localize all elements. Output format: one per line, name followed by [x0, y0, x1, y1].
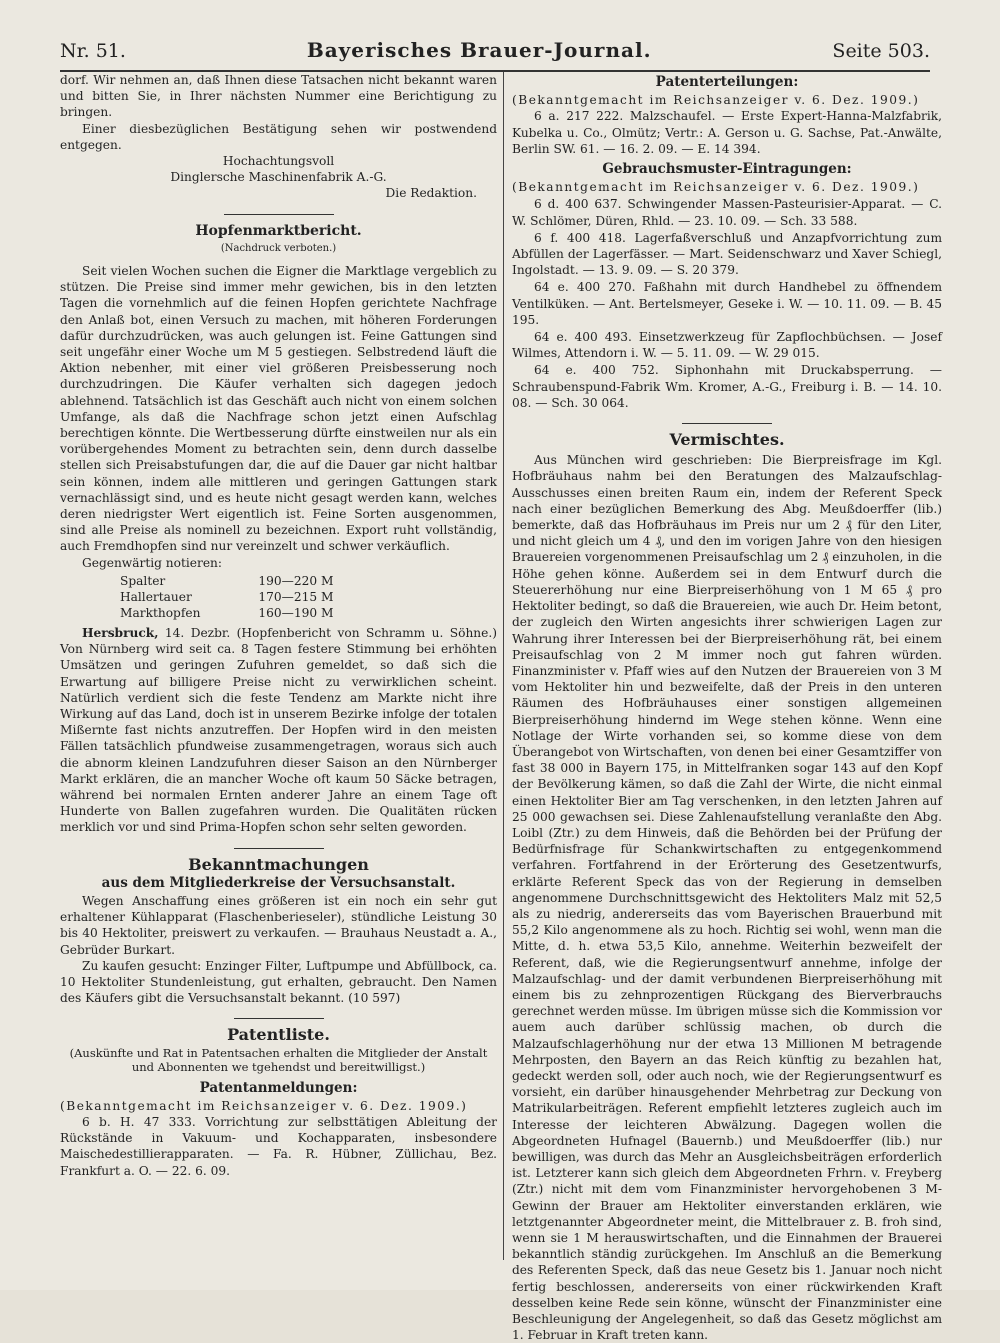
hopfen-body: Seit vielen Wochen suchen die Eigner die Marktlage vergeblich zu stützen. Die Preise sind immer mehr gewichen, bis in den letzten Tagen die vornehmlich auf die feinen Hopfen gerichtete Nachfrage den Anlaß bot, einen Versuch zu machen, mit höheren Forderungen dafür durchzudrücken, was auch gelungen ist. Feine Gattungen sind seit ungefähr einer Woche um M 5 gestiegen. Selbstredend läuft die Aktion nebenher, mit einer viel größeren Preisbesserung noch durchzudringen. Die Käufer verhalten sich dagegen jedoch ablehnend. Tatsächlich ist das Geschäft auch nicht von einem solchen Umfange, als daß die Nachfrage schon jetzt einen Aufschlag berechtigen könnte. Die Wertbesserung dürfte einstweilen nur als ein vorübergehendes Moment zu betrachten sein, denn durch dasselbe stellen sich Preisabstufungen dar, die auf die Dauer gar nicht haltbar sein können, indem alle mittleren und geringen Gattungen stark vernachlässigt sind, und es heute nicht gesagt werden kann, welches deren niedrigster Wert eigentlich ist. Feine Sorten ausgenommen, sind alle Preise als nominell zu bezeichnen. Export ruht vollständig, auch Fremdhopfen sind nur vereinzelt und schwer verkäuflich. [60, 264, 497, 554]
price-name: Markthopfen [120, 605, 201, 620]
hersbruck-body: 14. Dezbr. (Hopfenbericht von Schramm u. Söhne.) Von Nürnberg wird seit ca. 8 Tagen festere Stimmung bei erhöhten Umsätzen und geringen Zufuhren gemeldet, so daß sich die Erwartung auf billigere Preise nicht zu verwirklichen scheint. Natürlich verdient sich die feste Tendenz am Markte nicht ihre Wirkung auf das Land, doch ist in unserem Bezirke infolge der totalen Mißernte fast nichts anzutreffen. Der Hopfen wird in den meisten Fällen tatsächlich pfundweise zusammengetragen, woraus sich auch die abnorm kleinen Landzufuhren dieser Saison an den Nürnberger Markt erklären, die an mancher Woche oft kaum 50 Säcke betragen, während bei normalen Ernten anderer Jahre an einem Tage oft Hunderte von Ballen zugefahren wurden. Die Qualitäten rücken merklich vor und sind Prima-Hopfen schon sehr selten geworden. [60, 625, 497, 835]
bekannt-body: Zu kaufen gesucht: Enzinger Filter, Luftpumpe und Abfüllbock, ca. 10 Hektoliter Stundenleistung, gut erhalten, gebraucht. Den Namen des Käufers gibt die Versuchsanstalt bekannt. (10 597) [60, 958, 497, 1006]
anmeld-entry: 6 b. H. 47 333. Vorrichtung zur selbsttätigen Ableitung der Rückstände in Vakuum- und Kochapparaten, insbesondere Maischedestillierapparaten. — Fa. R. Hübner, Züllichau, Bez. Frankfurt a. O. — 22. 6. 09. [60, 1114, 497, 1178]
letter-paragraph: dorf. Wir nehmen an, daß Ihnen diese Tatsachen nicht bekannt waren und bitten Sie, in Ihrer nächsten Nummer eine Berichtigung zu bringen. [60, 73, 497, 120]
patent-heading: Patentliste. [227, 1025, 330, 1045]
price-value: 170—215 M [258, 589, 334, 604]
hopfen-note: (Nachdruck verboten.) [220, 242, 337, 254]
gebrauch-heading: Gebrauchsmuster-Eintragungen: [602, 161, 852, 178]
hopfen-heading: Hopfenmarktbericht. [195, 222, 362, 239]
gebrauch-entry: 64 e. 400 752. Siphonhahn mit Druckabsperrung. — Schraubenspund-Fabrik Wm. Kromer, A.-G., Freiburg i. B. — 14. 10. 08. — Sch. 30 064. [512, 363, 942, 410]
letter-company: Dinglersche Maschinenfabrik A.-G. [170, 170, 387, 185]
column-divider [503, 72, 504, 1260]
anmeld-publication: (Bekanntgemacht im Reichsanzeiger v. 6. Dez. 1909.) [60, 1098, 468, 1113]
erteil-heading: Patenterteilungen: [655, 74, 799, 90]
letter-paragraph: Einer diesbezüglichen Bestätigung sehen wir postwendend entgegen. [60, 121, 497, 152]
verm-body: Aus München wird geschrieben: Die Bierpreisfrage im Kgl. Hofbräuhaus nahm bei den Beratungen des Malzaufschlag-Ausschusses einen breiten Raum ein, indem der Referent Speck nach einer bezüglichen Bemerkung des Abg. Meußdoerffer (lib.) bemerkte, daß das Hofbräuhaus im Preis nur um 2 ₰ für den Liter, und nicht gleich um 4 ₰, und den im vorigen Jahre von den hiesigen Brauereien vorgenommenen Preisaufschlag um 2 ₰ einzuholen, in die Höhe gehen könne. Außerdem sei in dem Entwurf durch die Steuererhöhung nur eine Bierpreiserhöhung von 1 M 65 ₰ pro Hektoliter bedingt, so daß die Brauereien, wie auch Dr. Heim betont, der zugleich den Wirten angesichts ihrer schwierigen Lagen zur Wahrung ihrer Interessen bei der Bierpreiserhöhung rät, bei einem Preisaufschlag von 2 M immer noch gut fahren würden. Finanzminister v. Pfaff wies auf den Nutzen der Brauereien von 3 M vom Hektoliter hin und bezweifelte, daß der Preis in den unteren Räumen des Hofbräuhauses einer sonstigen allgemeinen Bierpreiserhöhung hindernd im Wege stehen könne. Wenn eine Notlage der Wirte vorhanden sei, so komme diese von dem Überangebot von Wirtschaften, von denen bei einer Gesamtziffer von fast 38 000 in Bayern 175, in Mittelfranken sogar 143 auf den Kopf der Bevölkerung kämen, so daß die Zahl der Wirte, die nicht einmal einen Hektoliter Bier am Tag verschenken, in den letzten Jahren auf 25 000 gewachsen sei. Diese Zahlenaufstellung veranlaßte den Abg. Loibl (Ztr.) zu dem Hinweis, daß die Behörden bei der Prüfung der Bedürfnisfrage für Schankwirtschaften zu entgegenkommend verfahren. Fortfahrend in der Erörterung des Gesetzentwurfs, erklärte Referent Speck das von der Regierung in demselben angenommene Durchschnittsgewicht des Hektoliters Malz mit 52,5 als zu niedrig, andererseits das vom Bayerischen Brauerbund mit 55,2 Kilo angenommene als zu hoch. Richtig sei wohl, wenn man die Mitte, d. h. etwa 53,5 Kilo, annehme. Weiterhin bezweifelt der Referent, daß, wie die Regierungsentwurf annehme, infolge der Malzaufschlag- und der damit verbundenen Bierpreiserhöhung mit einem bis zu zehnprozentigen Rückgang des Bierverbrauchs gerechnet werden müsse. Im übrigen müsse sich die Kommission vor auem auch darüber schlüssig machen, ob durch die Malzaufschlagerhöhung nur der etwa 13 Millionen M betragende Mehrposten, den Bayern an das Reich künftig zu bezahlen hat, gedeckt werden soll, oder auch noch, wie der Regierungsentwurf es vorsieht, ein darüber hinausgehender Mehrbetrag zur Deckung von Matrikularbeiträgen. Referent empfiehlt letzteres zugleich auch im Interesse der leichteren Abwälzung. Dagegen wollen die Abgeordneten Hufnagel (Bauernb.) und Meußdoerffer (lib.) nur bewilligen, was durch das Mehr an Ausgleichsbeiträgen erforderlich ist. Letzterer kann sich gleich dem Abgeordneten Frhrn. v. Freyberg (Ztr.) nicht mit dem vom Finanzminister hervorgehobenen 3 M-Gewinn der Brauer am Hektoliter einverstanden erklären, wie letztgenannter Abgeordneter meint, die Mittelbrauer z. B. froh sind, wenn sie 1 M herauswirtschaften, und die Einnahmen der Brauerei bekanntlich ständig zurückgehen. Im Anschluß an die Bemerkung des Referenten Speck, daß das neue Gesetz bis 1. Januar noch nicht fertig beschlossen, andererseits von einer rückwirkenden Kraft desselben keine Rede sein könne, wünscht der Finanzminister eine Beschleunigung der Angelegenheit, so daß das Gesetz möglichst am 1. Februar in Kraft treten kann. [512, 453, 942, 1343]
gebrauch-entry: 6 f. 400 418. Lagerfaßverschluß und Anzapfvorrichtung zum Abfüllen der Lagerfässer. — Mart. Seidenschwarz und Xaver Schiegl, Ingolstadt. — 13. 9. 09. — S. 20 379. [512, 230, 942, 278]
section-divider [234, 1018, 324, 1019]
right-column [512, 72, 942, 1343]
letter-closing: Hochachtungsvoll [222, 154, 335, 169]
section-divider [234, 848, 324, 849]
erteil-entry: 6 a. 217 222. Malzschaufel. — Erste Expert-Hanna-Malzfabrik, Kubelka u. Co., Olmütz; Vertr.: A. Gerson u. G. Sachse, Pat.-Anwälte, Berlin SW. 61. — 16. 2. 09. — E. 14 394. [512, 109, 942, 156]
left-column [60, 72, 497, 1270]
page-header [60, 38, 930, 72]
price-row [120, 605, 342, 621]
letter-editor: Die Redaktion. [385, 186, 477, 201]
gebrauch-publication: (Bekanntgemacht im Reichsanzeiger v. 6. Dez. 1909.) [512, 180, 920, 195]
price-name: Hallertauer [120, 589, 192, 604]
prices-intro: Gegenwärtig notieren: [82, 555, 222, 570]
anmeld-heading: Patentanmeldungen: [199, 1079, 358, 1096]
journal-title: Bayerisches Brauer-Journal. [306, 38, 652, 62]
price-name: Spalter [120, 573, 166, 588]
bekannt-heading: Bekanntmachungen [188, 854, 369, 874]
gebrauch-entry: 6 d. 400 637. Schwingender Massen-Pasteurisier-Apparat. — C. W. Schlömer, Düren, Rhld. — 23. 10. 09. — Sch. 33 588. [512, 197, 942, 228]
section-divider [682, 423, 772, 424]
hersbruck-report [60, 625, 497, 836]
section-divider [224, 214, 334, 215]
gebrauch-entry: 64 e. 400 270. Faßhahn mit durch Handhebel zu öffnendem Ventilküken. — Ant. Bertelsmeyer, Geseke i. W. — 10. 11. 09. — B. 45 195. [512, 280, 942, 327]
price-value: 190—220 M [258, 573, 334, 588]
price-value: 160—190 M [258, 605, 334, 620]
issue-number: Nr. 51. [60, 40, 126, 62]
price-row [120, 573, 342, 589]
price-table [120, 573, 342, 621]
hersbruck-place: Hersbruck, [82, 625, 159, 640]
gebrauch-entry: 64 e. 400 493. Einsetzwerkzeug für Zapflochbüchsen. — Josef Wilmes, Attendorn i. W. — 5. 11. 09. — W. 29 015. [512, 330, 942, 361]
page-number: Seite 503. [832, 40, 930, 62]
bekannt-body: Wegen Anschaffung eines größeren ist ein noch ein sehr gut erhaltener Kühlapparat (Flaschenberieseler), stündliche Leistung 30 bis 40 Hektoliter, preiswert zu verkaufen. — Brauhaus Neustadt a. A., Gebrüder Burkart. [60, 893, 497, 957]
verm-heading: Vermischtes. [669, 430, 785, 450]
bekannt-subheading: aus dem Mitgliederkreise der Versuchsanstalt. [101, 874, 456, 891]
erteil-publication: (Bekanntgemacht im Reichsanzeiger v. 6. Dez. 1909.) [512, 93, 920, 108]
patent-note: (Auskünfte und Rat in Patentsachen erhalten die Mitglieder der Anstalt und Abonnenten we tgehendst und bereitwilligst.) [69, 1045, 488, 1074]
price-row [120, 589, 342, 605]
